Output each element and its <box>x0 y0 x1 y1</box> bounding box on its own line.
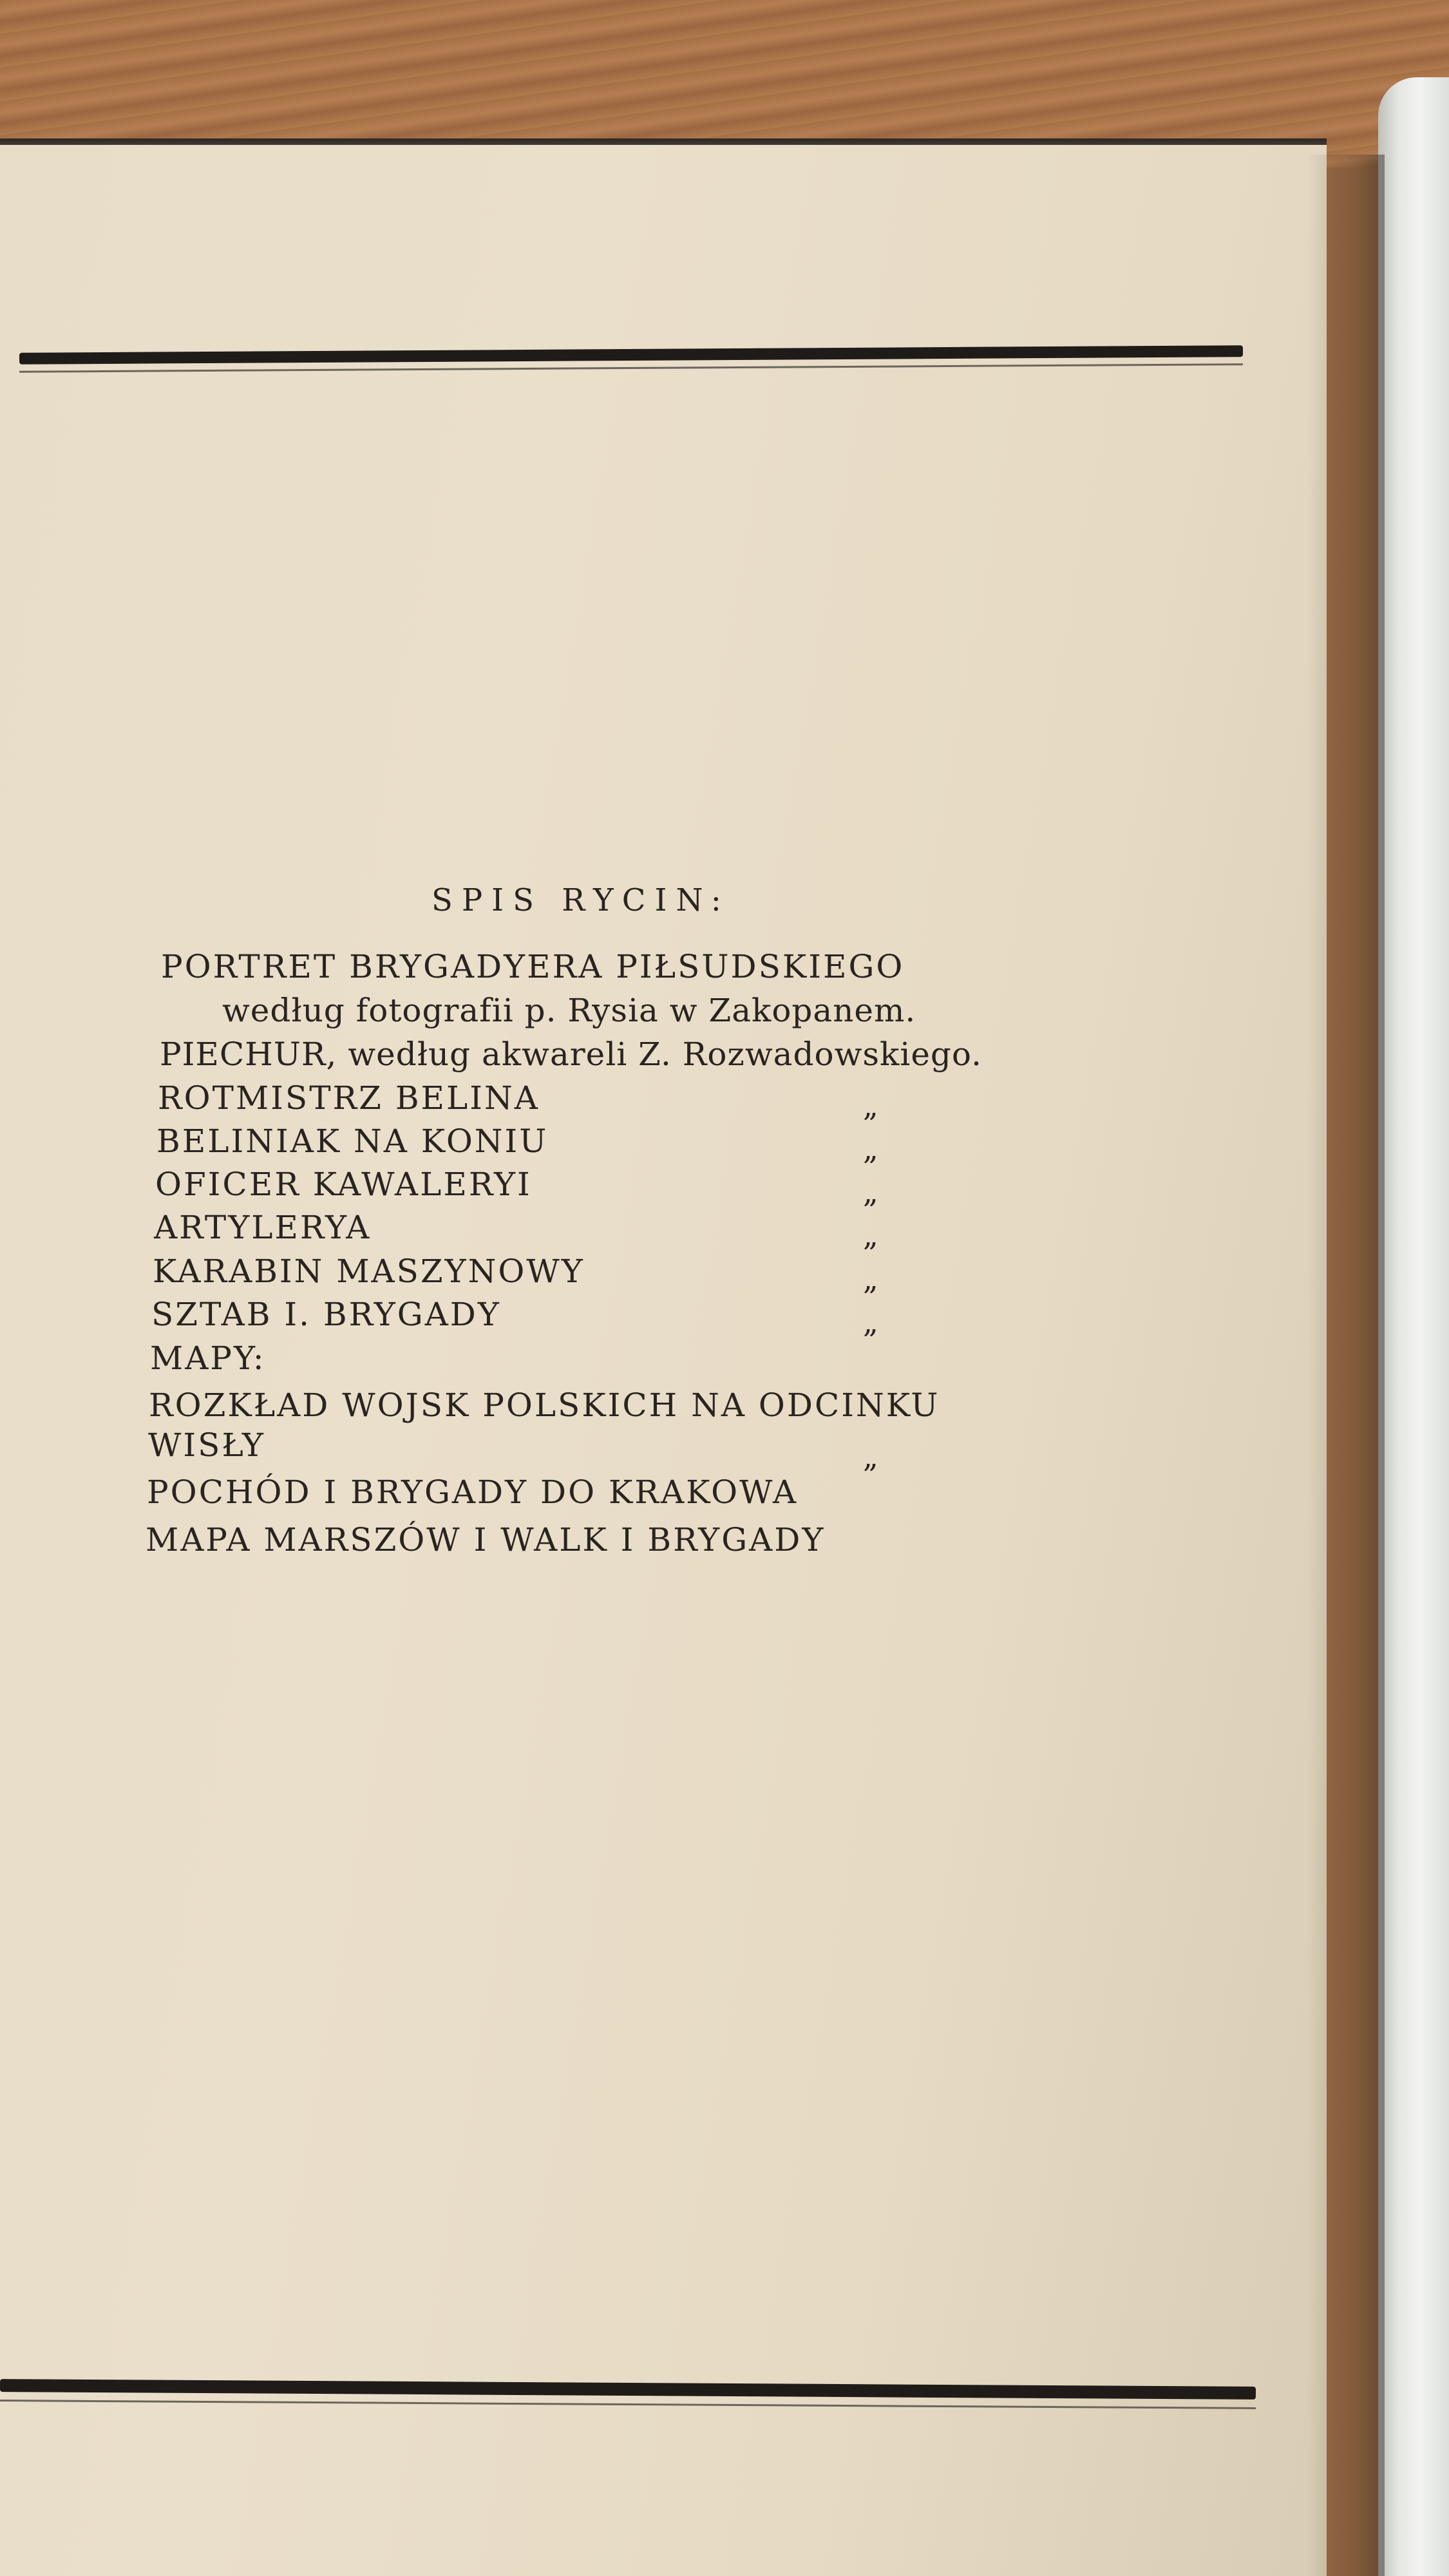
list-item-subtitle: według fotografii p. Rysia w Zakopanem. <box>222 992 916 1029</box>
list-item: OFICER KAWALERYI <box>155 1166 532 1203</box>
list-item: ROTMISTRZ BELINA <box>158 1079 540 1117</box>
list-item: SZTAB I. BRYGADY <box>151 1296 501 1333</box>
ditto-mark: „ <box>863 1439 878 1474</box>
list-item: MAPA MARSZÓW I WALK I BRYGADY <box>146 1521 826 1558</box>
list-item: KARABIN MASZYNOWY <box>153 1253 585 1290</box>
ditto-mark: „ <box>863 1262 878 1296</box>
list-heading: SPIS RYCIN: <box>431 882 730 918</box>
list-item: PORTRET BRYGADYERA PIŁSUDSKIEGO <box>161 948 905 985</box>
list-item: ROZKŁAD WOJSK POLSKICH NA ODCINKU <box>149 1387 940 1424</box>
list-item: ARTYLERYA <box>154 1209 372 1246</box>
list-item: PIECHUR, według akwareli Z. Rozwadowskiego. <box>160 1036 983 1073</box>
ditto-mark: „ <box>863 1088 878 1123</box>
list-section-label: MAPY: <box>150 1340 266 1377</box>
list-item: BELINIAK NA KONIU <box>156 1122 549 1160</box>
ditto-mark: „ <box>863 1218 878 1253</box>
list-item: WISŁY <box>148 1426 265 1464</box>
ditto-mark: „ <box>863 1305 878 1340</box>
ditto-mark: „ <box>863 1175 878 1209</box>
list-item: POCHÓD I BRYGADY DO KRAKOWA <box>147 1473 799 1511</box>
ditto-mark: „ <box>863 1132 878 1166</box>
